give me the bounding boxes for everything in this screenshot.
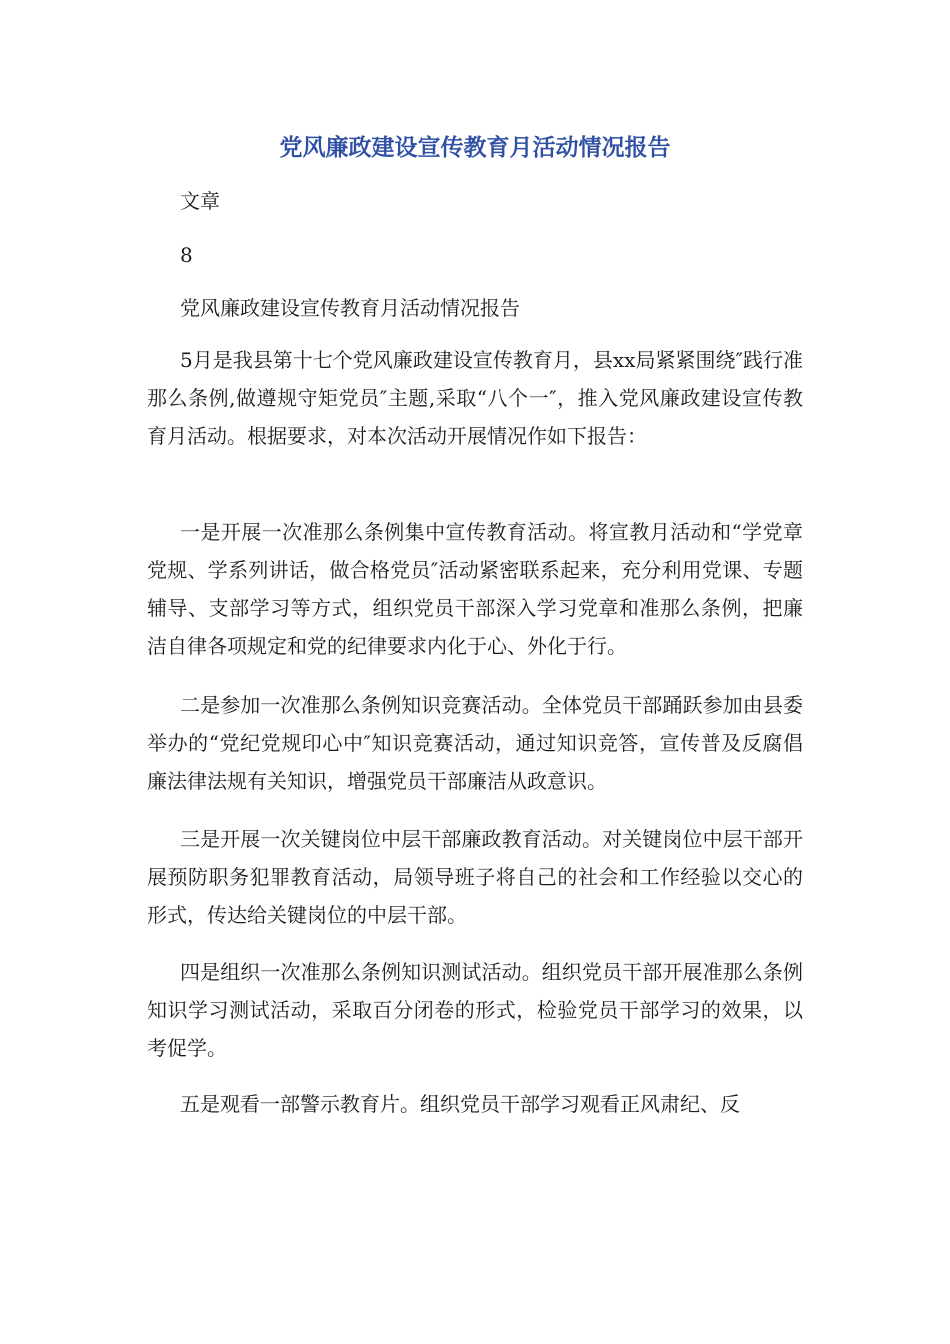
- document-number: 8: [180, 243, 193, 267]
- paragraph-item-2: 二是参加一次准那么条例知识竞赛活动。全体党员干部踊跃参加由县委举办的“党纪党规印心中″知识竞赛活动，通过知识竞答，宣传普及反腐倡廉法律法规有关知识，增强党员干部廉洁从政意识。: [147, 693, 803, 793]
- paragraph-item-5: 五是观看一部警示教育片。组织党员干部学习观看正风肃纪、反: [180, 1092, 740, 1116]
- document-title: 党风廉政建设宣传教育月活动情况报告: [279, 135, 671, 161]
- paragraph-item-1: 一是开展一次准那么条例集中宣传教育活动。将宣教月活动和“学党章党规、学系列讲话，做合格党员″活动紧密联系起来，充分利用党课、专题辅导、支部学习等方式，组织党员干部深入学习党章和准那么条例，把廉洁自律各项规定和党的纪律要求内化于心、外化于行。: [147, 520, 803, 658]
- paragraph-item-3: 三是开展一次关键岗位中层干部廉政教育活动。对关键岗位中层干部开展预防职务犯罪教育活动，局领导班子将自己的社会和工作经验以交心的形式，传达给关键岗位的中层干部。: [147, 827, 803, 927]
- document-category: 文章: [180, 189, 220, 213]
- document-subtitle: 党风廉政建设宣传教育月活动情况报告: [180, 296, 520, 320]
- paragraph-intro: 5月是我县第十七个党风廉政建设宣传教育月，县xx局紧紧围绕″践行准那么条例,做遵规守矩党员″主题,采取“八个一″，推入党风廉政建设宣传教育月活动。根据要求，对本次活动开展情况作如下报告：: [147, 348, 803, 448]
- paragraph-item-4: 四是组织一次准那么条例知识测试活动。组织党员干部开展准那么条例知识学习测试活动，采取百分闭卷的形式，检验党员干部学习的效果，以考促学。: [147, 960, 803, 1060]
